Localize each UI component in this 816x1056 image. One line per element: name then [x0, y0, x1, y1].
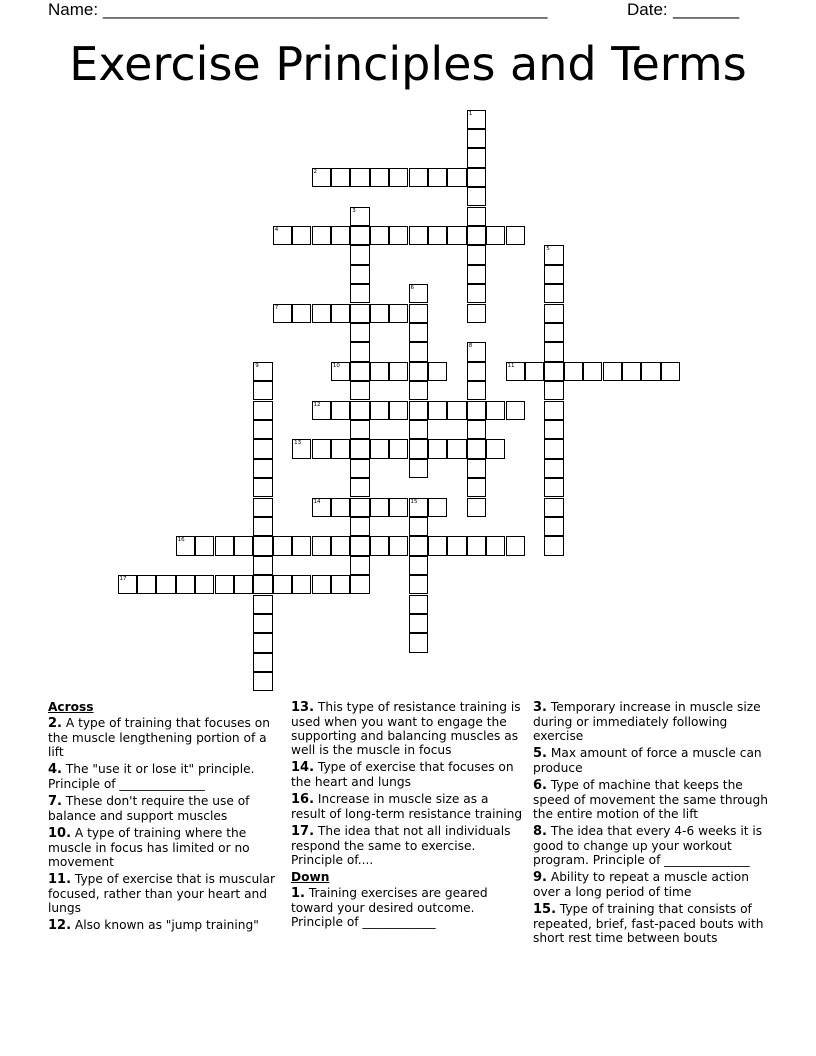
crossword-cell[interactable] — [389, 226, 408, 245]
clue-column-3 — [533, 700, 773, 948]
clue-item-text: A type of training that focuses on the muscle lengthening portion of a lift — [48, 716, 270, 759]
crossword-cell[interactable] — [661, 362, 680, 381]
clue-item-text: The "use it or lose it" principle. Principle of ______________ — [48, 762, 255, 791]
clue-item-number: 1. — [291, 886, 305, 901]
crossword-cell[interactable] — [467, 148, 486, 167]
clue-item — [291, 760, 523, 789]
crossword-cell[interactable] — [506, 536, 525, 555]
clue-item-number: 6. — [533, 778, 547, 793]
crossword-cell[interactable] — [292, 575, 311, 594]
date-label: Date: — [627, 0, 668, 19]
crossword-cell[interactable] — [544, 323, 563, 342]
crossword-cell[interactable] — [195, 575, 214, 594]
crossword-cell[interactable] — [544, 362, 563, 381]
crossword-cell[interactable] — [253, 614, 272, 633]
crossword-cell[interactable] — [331, 439, 350, 458]
clue-item-number: 12. — [48, 918, 72, 933]
crossword-cell[interactable] — [467, 362, 486, 381]
crossword-cell[interactable] — [350, 342, 369, 361]
crossword-cell[interactable] — [331, 498, 350, 517]
crossword-cell[interactable] — [544, 420, 563, 439]
crossword-cell[interactable] — [486, 226, 505, 245]
name-label: Name: — [48, 0, 99, 19]
clue-number: 14 — [313, 498, 321, 505]
crossword-cell[interactable] — [467, 342, 486, 361]
crossword-cell[interactable] — [253, 381, 272, 400]
crossword-cell[interactable] — [350, 381, 369, 400]
clue-item-number: 17. — [291, 824, 315, 839]
clue-item — [533, 824, 773, 867]
clue-item-number: 8. — [533, 824, 547, 839]
crossword-cell[interactable] — [544, 439, 563, 458]
crossword-cell[interactable] — [156, 575, 175, 594]
crossword-cell[interactable] — [544, 459, 563, 478]
crossword-cell[interactable] — [409, 517, 428, 536]
crossword-cell[interactable] — [467, 129, 486, 148]
crossword-cell[interactable] — [370, 226, 389, 245]
clue-item-text: Training exercises are geared toward your desired outcome. Principle of ____________ — [291, 886, 488, 929]
clue-item-number: 2. — [48, 716, 62, 731]
clue-number: 3 — [352, 207, 356, 214]
crossword-cell[interactable] — [428, 226, 447, 245]
clue-item-number: 15. — [533, 902, 557, 917]
crossword-cell[interactable] — [253, 633, 272, 652]
crossword-cell[interactable] — [603, 362, 622, 381]
clue-column-1 — [48, 700, 280, 936]
crossword-cell[interactable] — [350, 498, 369, 517]
crossword-cell[interactable] — [544, 517, 563, 536]
crossword-cell[interactable] — [350, 401, 369, 420]
clue-item-number: 16. — [291, 792, 315, 807]
crossword-cell[interactable] — [389, 401, 408, 420]
crossword-cell[interactable] — [486, 439, 505, 458]
crossword-cell[interactable] — [409, 168, 428, 187]
clue-item — [291, 792, 523, 821]
crossword-cell[interactable] — [195, 536, 214, 555]
clue-item-number: 4. — [48, 762, 62, 777]
crossword-cell[interactable] — [409, 362, 428, 381]
crossword-cell[interactable] — [409, 284, 428, 303]
crossword-cell[interactable] — [253, 653, 272, 672]
clue-item-text: Increase in muscle size as a result of long-term resistance training — [291, 792, 523, 821]
clue-number: 7 — [274, 304, 279, 311]
crossword-cell[interactable] — [253, 536, 272, 555]
crossword-cell[interactable] — [312, 304, 331, 323]
clue-number: 6 — [410, 285, 414, 292]
crossword-cell[interactable] — [583, 362, 602, 381]
crossword-cell[interactable] — [234, 536, 253, 555]
crossword-cell[interactable] — [350, 517, 369, 536]
crossword-cell[interactable] — [312, 439, 331, 458]
clue-item — [48, 918, 280, 933]
crossword-cell[interactable] — [312, 498, 331, 517]
crossword-cell[interactable] — [292, 536, 311, 555]
crossword-cell[interactable] — [331, 226, 350, 245]
crossword-cell[interactable] — [118, 575, 137, 594]
crossword-cell[interactable] — [409, 498, 428, 517]
crossword-cell[interactable] — [409, 304, 428, 323]
crossword-cell[interactable] — [447, 226, 466, 245]
clue-number: 17 — [119, 576, 127, 583]
section-heading-across: Across — [48, 700, 94, 714]
clue-number: 13 — [294, 440, 302, 447]
crossword-cell[interactable] — [409, 401, 428, 420]
crossword-cell[interactable] — [389, 168, 408, 187]
clue-item — [533, 746, 773, 775]
clue-number: 8 — [468, 343, 473, 350]
clue-number: 11 — [507, 362, 515, 369]
clue-item — [533, 700, 773, 743]
crossword-cell[interactable] — [253, 595, 272, 614]
crossword-cell[interactable] — [409, 420, 428, 439]
crossword-cell[interactable] — [409, 556, 428, 575]
crossword-cell[interactable] — [525, 362, 544, 381]
crossword-cell[interactable] — [389, 439, 408, 458]
crossword-cell[interactable] — [486, 536, 505, 555]
crossword-cell[interactable] — [312, 226, 331, 245]
crossword-cell[interactable] — [544, 381, 563, 400]
crossword-cell[interactable] — [350, 245, 369, 264]
clue-item — [533, 778, 773, 821]
crossword-cell[interactable] — [350, 323, 369, 342]
crossword-cell[interactable] — [350, 575, 369, 594]
crossword-cell[interactable] — [350, 226, 369, 245]
crossword-cell[interactable] — [506, 362, 525, 381]
crossword-cell[interactable] — [409, 226, 428, 245]
crossword-cell[interactable] — [176, 536, 195, 555]
clue-item — [533, 870, 773, 899]
crossword-cell[interactable] — [253, 556, 272, 575]
crossword-cell[interactable] — [253, 672, 272, 691]
clue-item-number: 9. — [533, 870, 547, 885]
clue-item-text: The idea that not all individuals respond the same to exercise. Principle of.... — [291, 824, 511, 867]
crossword-cell[interactable] — [506, 226, 525, 245]
crossword-cell[interactable] — [350, 478, 369, 497]
clue-item-text: Temporary increase in muscle size during or immediately following exercise — [533, 700, 761, 743]
clue-item-text: This type of resistance training is used when you want to engage the supporting and balancing muscles as well is the muscle in focus — [291, 700, 521, 757]
clue-number: 4 — [274, 226, 279, 233]
crossword-cell[interactable] — [312, 168, 331, 187]
crossword-cell[interactable] — [312, 401, 331, 420]
crossword-cell[interactable] — [544, 478, 563, 497]
crossword-cell[interactable] — [350, 265, 369, 284]
crossword-cell[interactable] — [253, 517, 272, 536]
clue-item — [291, 886, 523, 929]
crossword-cell[interactable] — [467, 439, 486, 458]
crossword-cell[interactable] — [331, 536, 350, 555]
crossword-cell[interactable] — [253, 439, 272, 458]
crossword-cell[interactable] — [253, 401, 272, 420]
crossword-cell[interactable] — [273, 575, 292, 594]
crossword-cell[interactable] — [467, 381, 486, 400]
clue-column-2 — [291, 700, 523, 932]
crossword-cell[interactable] — [312, 575, 331, 594]
crossword-cell[interactable] — [350, 362, 369, 381]
page-title: Exercise Principles and Terms — [69, 37, 747, 91]
crossword-cell[interactable] — [350, 420, 369, 439]
crossword-cell[interactable] — [467, 498, 486, 517]
crossword-cell[interactable] — [350, 536, 369, 555]
crossword-cell[interactable] — [370, 536, 389, 555]
clue-item — [533, 902, 773, 945]
crossword-cell[interactable] — [253, 362, 272, 381]
crossword-cell[interactable] — [409, 381, 428, 400]
crossword-cell[interactable] — [331, 401, 350, 420]
clue-item-text: The idea that every 4-6 weeks it is good to change up your workout program. Principle of ______________ — [533, 824, 763, 867]
crossword-cell[interactable] — [331, 362, 350, 381]
crossword-cell[interactable] — [544, 284, 563, 303]
name-blank: ________________________________________________ — [103, 0, 548, 19]
crossword-cell[interactable] — [467, 207, 486, 226]
clue-item-number: 11. — [48, 872, 72, 887]
section-heading-down: Down — [291, 870, 330, 884]
clue-item — [291, 824, 523, 867]
crossword-cell[interactable] — [544, 498, 563, 517]
crossword-cell[interactable] — [350, 284, 369, 303]
clue-item — [291, 700, 523, 757]
crossword-cell[interactable] — [350, 556, 369, 575]
crossword-cell[interactable] — [467, 245, 486, 264]
crossword-cell[interactable] — [622, 362, 641, 381]
crossword-cell[interactable] — [409, 633, 428, 652]
clue-item-text: Type of machine that keeps the speed of movement the same through the entire motion of the lift — [533, 778, 768, 821]
crossword-cell[interactable] — [447, 401, 466, 420]
crossword-cell[interactable] — [370, 304, 389, 323]
crossword-cell[interactable] — [467, 536, 486, 555]
crossword-cell[interactable] — [428, 536, 447, 555]
clue-number: 5 — [546, 246, 550, 253]
crossword-cell[interactable] — [447, 168, 466, 187]
crossword-cell[interactable] — [467, 478, 486, 497]
crossword-cell[interactable] — [467, 168, 486, 187]
crossword-cell[interactable] — [428, 401, 447, 420]
clue-item-text: A type of training where the muscle in focus has limited or no movement — [48, 826, 250, 869]
crossword-cell[interactable] — [467, 284, 486, 303]
crossword-cell[interactable] — [331, 575, 350, 594]
crossword-cell[interactable] — [370, 439, 389, 458]
clue-number: 16 — [177, 537, 185, 544]
clue-item-text: These don't require the use of balance and support muscles — [48, 794, 250, 823]
clue-item-number: 10. — [48, 826, 72, 841]
clue-item-number: 14. — [291, 760, 315, 775]
crossword-cell[interactable] — [467, 304, 486, 323]
crossword-cell[interactable] — [428, 168, 447, 187]
crossword-cell[interactable] — [350, 168, 369, 187]
clue-item-number: 5. — [533, 746, 547, 761]
crossword-cell[interactable] — [273, 226, 292, 245]
crossword-cell[interactable] — [428, 498, 447, 517]
clue-item — [48, 762, 280, 791]
clue-number: 15 — [410, 498, 418, 505]
crossword-cell[interactable] — [544, 536, 563, 555]
crossword-cell[interactable] — [253, 459, 272, 478]
crossword-cell[interactable] — [409, 323, 428, 342]
crossword-cell[interactable] — [292, 304, 311, 323]
crossword-cell[interactable] — [370, 362, 389, 381]
clue-item — [48, 872, 280, 915]
crossword-cell[interactable] — [370, 498, 389, 517]
crossword-cell[interactable] — [506, 401, 525, 420]
crossword-cell[interactable] — [370, 401, 389, 420]
clue-item-text: Max amount of force a muscle can produce — [533, 746, 762, 775]
crossword-cell[interactable] — [544, 265, 563, 284]
crossword-cell[interactable] — [467, 187, 486, 206]
crossword-cell[interactable] — [350, 207, 369, 226]
clue-item-number: 7. — [48, 794, 62, 809]
crossword-cell[interactable] — [389, 362, 408, 381]
clue-item-text: Type of exercise that is muscular focused, rather than your heart and lungs — [48, 872, 276, 915]
crossword-cell[interactable] — [409, 536, 428, 555]
crossword-cell[interactable] — [409, 342, 428, 361]
crossword-cell[interactable] — [253, 478, 272, 497]
crossword-cell[interactable] — [544, 245, 563, 264]
crossword-cell[interactable] — [486, 401, 505, 420]
crossword-cell[interactable] — [292, 226, 311, 245]
crossword-cell[interactable] — [447, 439, 466, 458]
crossword-cell[interactable] — [312, 536, 331, 555]
crossword-cell[interactable] — [370, 168, 389, 187]
crossword-cell[interactable] — [447, 536, 466, 555]
clue-item-text: Type of training that consists of repeated, brief, fast-paced bouts with short rest time between bouts — [533, 902, 764, 945]
clue-item-text: Also known as "jump training" — [71, 918, 259, 932]
crossword-cell[interactable] — [331, 168, 350, 187]
crossword-cell[interactable] — [467, 401, 486, 420]
crossword-cell[interactable] — [389, 536, 408, 555]
crossword-cell[interactable] — [273, 536, 292, 555]
crossword-cell[interactable] — [409, 459, 428, 478]
crossword-cell[interactable] — [544, 304, 563, 323]
clue-number: 10 — [332, 362, 340, 369]
clue-item — [48, 794, 280, 823]
crossword-cell[interactable] — [215, 536, 234, 555]
crossword-cell[interactable] — [331, 304, 350, 323]
crossword-cell[interactable] — [428, 362, 447, 381]
crossword-cell[interactable] — [350, 439, 369, 458]
clue-item-text: Ability to repeat a muscle action over a long period of time — [533, 870, 749, 899]
crossword-cell[interactable] — [176, 575, 195, 594]
crossword-cell[interactable] — [292, 439, 311, 458]
crossword-cell[interactable] — [467, 226, 486, 245]
crossword-cell[interactable] — [389, 498, 408, 517]
clue-number: 1 — [468, 110, 473, 117]
crossword-cell[interactable] — [253, 498, 272, 517]
crossword-cell[interactable] — [389, 304, 408, 323]
crossword-cell[interactable] — [409, 439, 428, 458]
crossword-cell[interactable] — [350, 304, 369, 323]
crossword-cell[interactable] — [467, 459, 486, 478]
crossword-cell[interactable] — [428, 439, 447, 458]
clue-item-text: Type of exercise that focuses on the heart and lungs — [291, 760, 514, 789]
clue-item-number: 13. — [291, 700, 315, 715]
clue-item-number: 3. — [533, 700, 547, 715]
crossword-cell[interactable] — [350, 459, 369, 478]
crossword-cell[interactable] — [215, 575, 234, 594]
clue-number: 2 — [313, 168, 317, 175]
crossword-cell[interactable] — [544, 342, 563, 361]
crossword-cell[interactable] — [641, 362, 660, 381]
crossword-cell[interactable] — [409, 614, 428, 633]
crossword-cell[interactable] — [409, 575, 428, 594]
crossword-cell[interactable] — [544, 401, 563, 420]
crossword-cell[interactable] — [467, 420, 486, 439]
crossword-cell[interactable] — [467, 265, 486, 284]
clue-number: 12 — [313, 401, 321, 408]
crossword-cell[interactable] — [467, 110, 486, 129]
clue-item — [48, 826, 280, 869]
crossword-cell[interactable] — [564, 362, 583, 381]
crossword-cell[interactable] — [137, 575, 156, 594]
clue-number: 9 — [255, 362, 259, 369]
crossword-cell[interactable] — [273, 304, 292, 323]
crossword-cell[interactable] — [409, 595, 428, 614]
crossword-cell[interactable] — [234, 575, 253, 594]
crossword-cell[interactable] — [253, 575, 272, 594]
crossword-cell[interactable] — [253, 420, 272, 439]
clue-item — [48, 716, 280, 759]
date-blank: _______ — [673, 0, 740, 19]
